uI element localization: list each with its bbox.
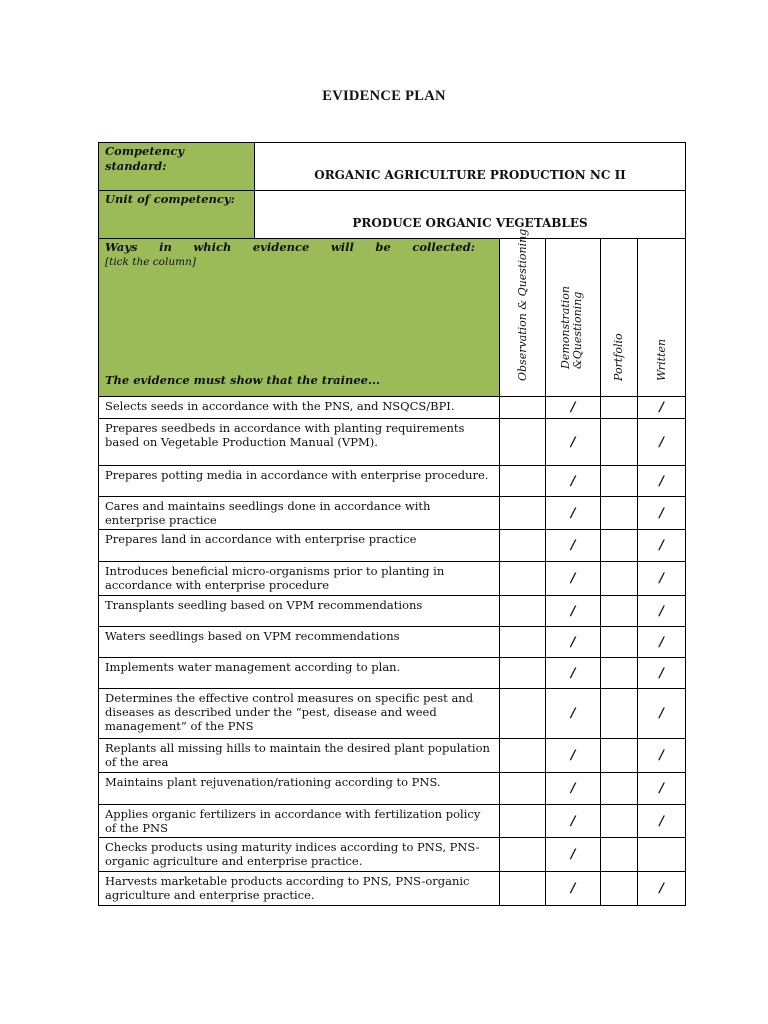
- criteria-row: [99, 562, 686, 596]
- tick-cell-written: [638, 596, 686, 627]
- tick-cell-written: [638, 497, 686, 530]
- tick-cell-observation: [500, 596, 546, 627]
- tick-cell-portfolio: [601, 497, 638, 530]
- tick-cell-observation: [500, 838, 546, 872]
- competency-standard-value: ORGANIC AGRICULTURE PRODUCTION NC II: [255, 143, 686, 191]
- criteria-row: [99, 596, 686, 627]
- tick-cell-portfolio: [601, 689, 638, 739]
- ways-of-collection-text: Ways in which evidence will be collected:: [105, 240, 475, 254]
- tick-cell-written: [638, 872, 686, 906]
- tick-cell-observation: [500, 739, 546, 773]
- criteria-text: Applies organic fertilizers in accordance with fertilization policy of the PNS: [99, 805, 500, 838]
- tick-cell-demonstration: [546, 562, 601, 596]
- tick-cell-demonstration: [546, 419, 601, 466]
- tick-cell-demonstration: [546, 627, 601, 658]
- tick-cell-demonstration: [546, 397, 601, 419]
- tick-column-note: [tick the column]: [105, 256, 196, 268]
- tick-cell-demonstration: [546, 466, 601, 497]
- tick-cell-observation: [500, 872, 546, 906]
- method-label-demonstration: Demonstration &Questioning: [559, 286, 584, 369]
- tick-mark: /: [570, 781, 576, 796]
- criteria-row: [99, 530, 686, 562]
- tick-mark: /: [570, 881, 576, 896]
- criteria-text: Prepares seedbeds in accordance with planting requirements based on Vegetable Production Manual (VPM).: [99, 419, 500, 466]
- method-header-written: [638, 239, 686, 397]
- criteria-text: Replants all missing hills to maintain the desired plant population of the area: [99, 739, 500, 773]
- method-label-written: Written: [654, 338, 668, 381]
- tick-cell-demonstration: [546, 838, 601, 872]
- tick-cell-portfolio: [601, 658, 638, 689]
- criteria-text: Introduces beneficial micro-organisms prior to planting in accordance with enterprise procedure: [99, 562, 500, 596]
- tick-mark: /: [659, 400, 664, 415]
- tick-mark: /: [659, 434, 664, 450]
- tick-cell-portfolio: [601, 739, 638, 773]
- tick-cell-portfolio: [601, 397, 638, 419]
- unit-of-competency-value: PRODUCE ORGANIC VEGETABLES: [255, 191, 686, 239]
- tick-mark: /: [659, 748, 664, 763]
- tick-cell-observation: [500, 805, 546, 838]
- tick-cell-observation: [500, 627, 546, 658]
- tick-cell-written: [638, 627, 686, 658]
- criteria-text: Prepares land in accordance with enterprise practice: [99, 530, 500, 562]
- tick-mark: /: [570, 748, 576, 763]
- criteria-text: Harvests marketable products according to PNS, PNS-organic agriculture and enterprise practice.: [99, 872, 500, 906]
- criteria-row: [99, 497, 686, 530]
- tick-cell-observation: [500, 658, 546, 689]
- tick-cell-demonstration: [546, 805, 601, 838]
- tick-mark: /: [570, 505, 576, 521]
- tick-cell-observation: [500, 689, 546, 739]
- tick-cell-demonstration: [546, 596, 601, 627]
- method-label-portfolio: Portfolio: [612, 333, 625, 381]
- evidence-must-show-text: The evidence must show that the trainee...: [105, 373, 381, 387]
- tick-cell-demonstration: [546, 689, 601, 739]
- tick-mark: /: [570, 634, 576, 650]
- tick-mark: /: [570, 571, 576, 586]
- tick-cell-demonstration: [546, 658, 601, 689]
- tick-cell-demonstration: [546, 497, 601, 530]
- competency-standard-label: Competency standard:: [99, 143, 255, 191]
- tick-cell-written: [638, 466, 686, 497]
- tick-mark: /: [659, 538, 664, 553]
- tick-mark: /: [659, 603, 664, 619]
- tick-cell-demonstration: [546, 530, 601, 562]
- tick-cell-written: [638, 562, 686, 596]
- tick-cell-observation: [500, 562, 546, 596]
- criteria-row: [99, 658, 686, 689]
- tick-cell-portfolio: [601, 805, 638, 838]
- criteria-text: Waters seedlings based on VPM recommendations: [99, 627, 500, 658]
- tick-mark: /: [659, 473, 664, 489]
- tick-cell-demonstration: [546, 739, 601, 773]
- criteria-row: [99, 739, 686, 773]
- criteria-row: [99, 397, 686, 419]
- tick-cell-observation: [500, 419, 546, 466]
- tick-cell-written: [638, 419, 686, 466]
- criteria-row: [99, 466, 686, 497]
- tick-cell-portfolio: [601, 627, 638, 658]
- tick-mark: /: [570, 665, 576, 681]
- criteria-row: [99, 627, 686, 658]
- tick-mark: /: [570, 603, 576, 619]
- method-header-portfolio: [601, 239, 638, 397]
- evidence-collection-cell: [99, 239, 500, 397]
- tick-cell-written: [638, 805, 686, 838]
- criteria-text: Maintains plant rejuvenation/rationing according to PNS.: [99, 773, 500, 805]
- criteria-text: Checks products using maturity indices according to PNS, PNS-organic agriculture and enterprise practice.: [99, 838, 500, 872]
- tick-mark: /: [570, 400, 576, 415]
- method-header-observation: [500, 228, 546, 397]
- tick-cell-demonstration: [546, 773, 601, 805]
- tick-mark: /: [570, 813, 576, 829]
- criteria-row: [99, 838, 686, 872]
- tick-cell-demonstration: [546, 872, 601, 906]
- criteria-row: [99, 773, 686, 805]
- tick-cell-written: [638, 658, 686, 689]
- tick-cell-observation: [500, 397, 546, 419]
- method-header-demonstration: [546, 239, 601, 397]
- tick-mark: /: [570, 434, 576, 450]
- criteria-text: Determines the effective control measures on specific pest and diseases as described under the “pest, disease and weed management” of the PNS: [99, 689, 500, 739]
- tick-mark: /: [659, 571, 664, 586]
- method-label-observation: Observation & Questioning: [515, 228, 529, 381]
- tick-cell-portfolio: [601, 872, 638, 906]
- tick-cell-portfolio: [601, 530, 638, 562]
- criteria-row: [99, 419, 686, 466]
- tick-cell-observation: [500, 497, 546, 530]
- criteria-row: [99, 689, 686, 739]
- tick-cell-written: [638, 397, 686, 419]
- tick-cell-written: [638, 773, 686, 805]
- criteria-text: Implements water management according to plan.: [99, 658, 500, 689]
- tick-cell-portfolio: [601, 596, 638, 627]
- tick-cell-observation: [500, 466, 546, 497]
- tick-cell-written: [638, 838, 686, 872]
- tick-cell-portfolio: [601, 419, 638, 466]
- tick-mark: /: [659, 665, 664, 681]
- tick-mark: /: [659, 505, 664, 521]
- tick-mark: /: [659, 634, 664, 650]
- tick-cell-written: [638, 530, 686, 562]
- criteria-text: Cares and maintains seedlings done in accordance with enterprise practice: [99, 497, 500, 530]
- tick-mark: /: [659, 781, 664, 796]
- criteria-table-body: [99, 397, 686, 906]
- criteria-text: Transplants seedling based on VPM recommendations: [99, 596, 500, 627]
- page-title: EVIDENCE PLAN: [322, 88, 446, 104]
- evidence-plan-header: [98, 142, 686, 397]
- criteria-row: [99, 805, 686, 838]
- unit-of-competency-label: Unit of competency:: [99, 191, 255, 239]
- tick-cell-portfolio: [601, 773, 638, 805]
- tick-cell-portfolio: [601, 562, 638, 596]
- tick-mark: /: [659, 881, 664, 896]
- tick-cell-observation: [500, 773, 546, 805]
- tick-mark: /: [570, 538, 576, 553]
- tick-cell-portfolio: [601, 466, 638, 497]
- tick-cell-portfolio: [601, 838, 638, 872]
- tick-mark: /: [570, 473, 576, 489]
- criteria-row: [99, 872, 686, 906]
- criteria-text: Prepares potting media in accordance with enterprise procedure.: [99, 466, 500, 497]
- tick-mark: /: [570, 706, 576, 721]
- tick-mark: /: [570, 847, 576, 862]
- tick-cell-written: [638, 739, 686, 773]
- tick-cell-observation: [500, 530, 546, 562]
- criteria-text: Selects seeds in accordance with the PNS, and NSQCS/BPI.: [99, 397, 500, 419]
- tick-mark: /: [659, 813, 664, 829]
- criteria-table: [98, 396, 686, 906]
- tick-mark: /: [659, 706, 664, 721]
- tick-cell-written: [638, 689, 686, 739]
